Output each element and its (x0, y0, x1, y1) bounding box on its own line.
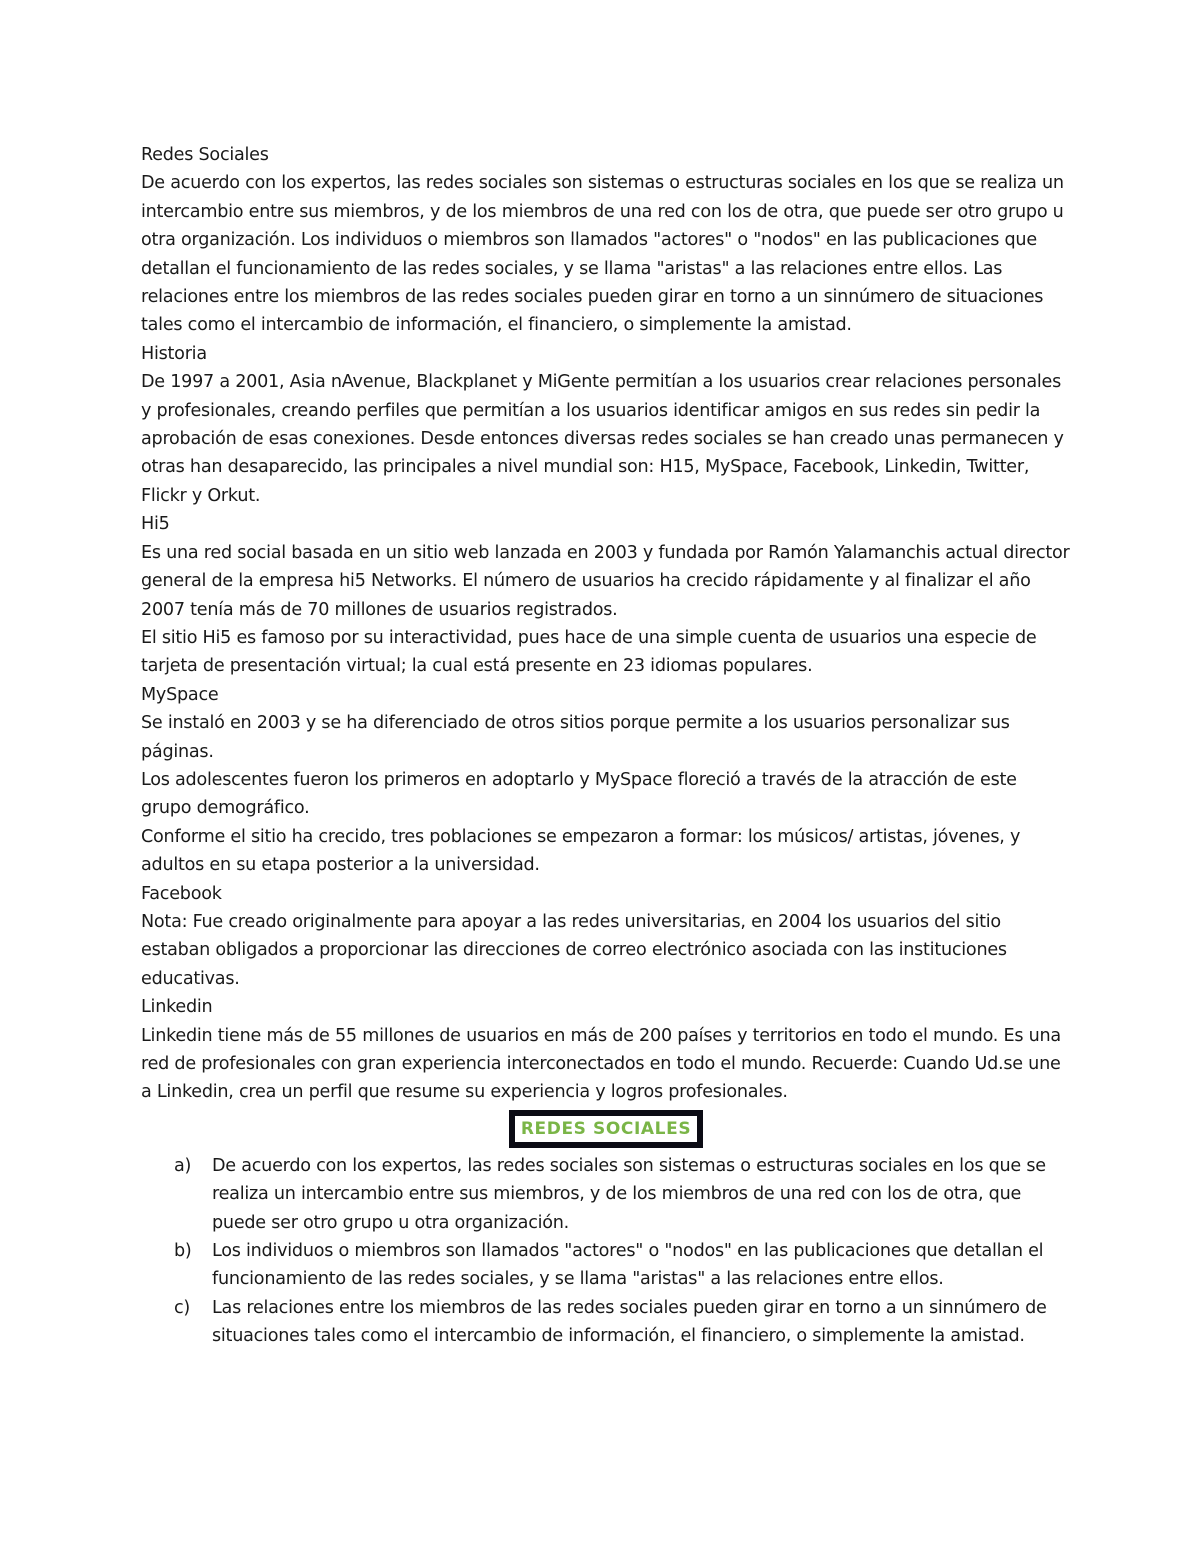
section-heading-myspace: MySpace (141, 684, 219, 705)
list-marker: b) (174, 1241, 192, 1262)
myspace-paragraph-1: Se instaló en 2003 y se ha diferenciado de otros sitios porque permite a los usuarios personalizar sus páginas. (141, 713, 1010, 762)
intro-paragraph: De acuerdo con los expertos, las redes sociales son sistemas o estructuras sociales en los que se realiza un intercambio entre sus miembros, y de los miembros de una red con los de otra, que puede ser otro grupo u otra organización. Los individuos o miembros son llamados "actores" o "nodos" en las publicaciones que detallan el funcionamiento de las redes sociales, y se llama "aristas" a las relaciones entre ellos. Las relaciones entre los miembros de las redes sociales pueden girar en torno a un sinnúmero de situaciones tales como el intercambio de información, el financiero, o simplemente la amistad. (141, 173, 1064, 336)
historia-paragraph: De 1997 a 2001, Asia nAvenue, Blackplanet y MiGente permitían a los usuarios crear relaciones personales y profesionales, creando perfiles que permitían a los usuarios identificar amigos en sus redes sin pedir la aprobación de esas conexiones. Desde entonces diversas redes sociales se han creado unas permanecen y otras han desaparecido, las principales a nivel mundial son: H15, MySpace, Facebook, Linkedin, Twitter, Flickr y Orkut. (141, 372, 1064, 506)
linkedin-paragraph: Linkedin tiene más de 55 millones de usuarios en más de 200 países y territorios en todo el mundo. Es una red de profesionales con gran experiencia interconectados en todo el mundo. Recuerde: Cuando Ud.se une a Linkedin, crea un perfil que resume su experiencia y logros profesionales. (141, 1025, 1061, 1103)
myspace-paragraph-3: Conforme el sitio ha crecido, tres poblaciones se empezaron a formar: los músicos/ artistas, jóvenes, y adultos en su etapa posterior a la universidad. (141, 826, 1021, 876)
boxed-title-container (141, 1110, 1071, 1148)
list-item (141, 1237, 1071, 1294)
hi5-paragraph-2: El sitio Hi5 es famoso por su interactividad, pues hace de una simple cuenta de usuarios una especie de tarjeta de presentación virtual; la cual está presente en 23 idiomas populares. (141, 627, 1037, 677)
list-marker: a) (174, 1155, 192, 1176)
boxed-title: REDES SOCIALES (515, 1116, 697, 1142)
myspace-paragraph-2: Los adolescentes fueron los primeros en adoptarlo y MySpace floreció a través de la atracción de este grupo demográfico. (141, 769, 1017, 819)
section-heading-facebook: Facebook (141, 883, 222, 904)
document-title: Redes Sociales (141, 145, 269, 165)
facebook-paragraph: Nota: Fue creado originalmente para apoyar a las redes universitarias, en 2004 los usuarios del sitio estaban obligados a proporcionar las direcciones de correo electrónico asociada con las instituciones educativas. (141, 911, 1007, 989)
document-page (141, 141, 1071, 1351)
list-marker: c) (174, 1297, 191, 1318)
hi5-paragraph-1: Es una red social basada en un sitio web lanzada en 2003 y fundada por Ramón Yalamanchis actual director general de la empresa hi5 Networks. El número de usuarios ha crecido rápidamente y al finalizar el año 2007 tenía más de 70 millones de usuarios registrados. (141, 542, 1070, 620)
boxed-title-frame (509, 1110, 703, 1148)
summary-list (141, 1152, 1071, 1351)
list-item (141, 1152, 1071, 1237)
list-item-text: De acuerdo con los expertos, las redes sociales son sistemas o estructuras sociales en los que se realiza un intercambio entre sus miembros, y de los miembros de una red con los de otra, que puede ser otro grupo u otra organización. (212, 1155, 1046, 1233)
section-heading-linkedin: Linkedin (141, 997, 213, 1018)
list-item-text: Las relaciones entre los miembros de las redes sociales pueden girar en torno a un sinnúmero de situaciones tales como el intercambio de información, el financiero, o simplemente la amistad. (212, 1297, 1047, 1347)
list-item-text: Los individuos o miembros son llamados "actores" o "nodos" en las publicaciones que detallan el funcionamiento de las redes sociales, y se llama "aristas" a las relaciones entre ellos. (212, 1241, 1044, 1290)
section-heading-historia: Historia (141, 343, 207, 364)
list-item (141, 1294, 1071, 1351)
section-heading-hi5: Hi5 (141, 514, 170, 535)
